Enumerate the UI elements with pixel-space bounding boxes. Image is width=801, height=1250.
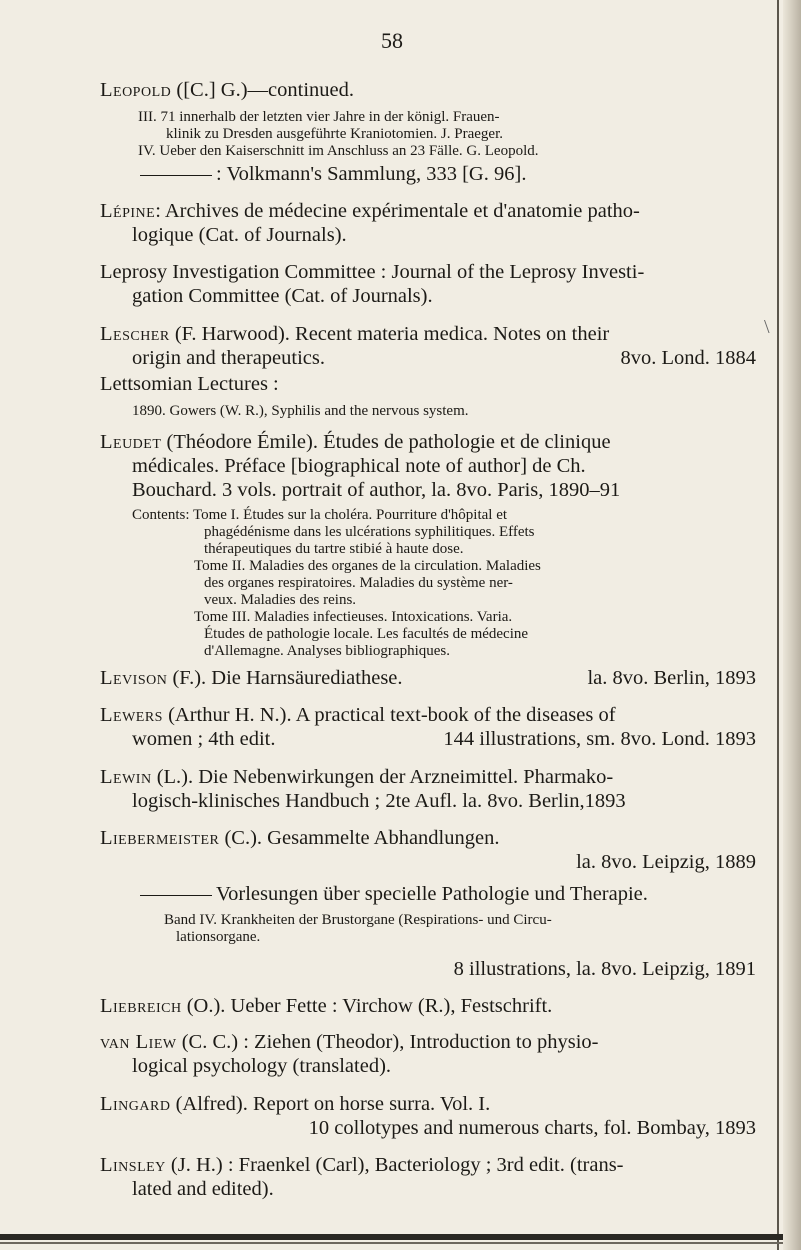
entry-author: Liebermeister (100, 827, 220, 849)
entry-continuation: logical psychology (translated). (132, 1055, 392, 1077)
entry-lewers (100, 703, 616, 727)
entry-continuation: lated and edited). (132, 1178, 274, 1200)
entry-author: Lingard (100, 1093, 171, 1115)
ditto-dash (140, 175, 212, 176)
contents-line: veux. Maladies des reins. (204, 592, 357, 608)
imprint: 8 illustrations, la. 8vo. Leipzig, 1891 (453, 958, 756, 980)
page-number: 58 (381, 28, 403, 53)
entry-continuation: logisch-klinisches Handbuch ; 2te Aufl. la. 8vo. Berlin,1893 (132, 790, 626, 812)
entry-linsley (100, 1153, 624, 1177)
imprint: la. 8vo. Berlin, 1893 (587, 667, 756, 689)
contents-line: Études de pathologie locale. Les facultés de médecine (204, 626, 529, 642)
entry-continuation: origin and therapeutics. (132, 347, 325, 369)
entry-continuation: médicales. Préface [biographical note of author] de Ch. (132, 455, 586, 477)
entry-text: (Théodore Émile). Études de pathologie et de clinique (161, 431, 611, 453)
entry-text: (C.). Gesammelte Abhandlungen. (219, 827, 500, 849)
entry-author: Lewers (100, 704, 163, 726)
entry-author: Lépine (100, 200, 156, 222)
sub-line: 1890. Gowers (W. R.), Syphilis and the nervous system. (132, 403, 469, 419)
entry-author: Liebreich (100, 995, 182, 1017)
entry-continuation: women ; 4th edit. (132, 728, 276, 750)
entry-liebermeister (100, 826, 499, 850)
entry-liebreich (100, 994, 552, 1018)
sub-line: IV. Ueber den Kaiserschnitt im Anschluss an 23 Fälle. G. Leopold. (138, 143, 539, 159)
contents-line: Tome III. Maladies infectieuses. Intoxications. Varia. (194, 609, 513, 625)
entry-lescher (100, 322, 609, 346)
ditto-line (140, 162, 526, 186)
entry-author: Leudet (100, 431, 162, 453)
margin-mark: \ (764, 316, 770, 338)
bottom-rule (0, 1234, 783, 1240)
contents-line: d'Allemagne. Analyses bibliographiques. (204, 643, 450, 659)
entry-continuation: gation Committee (Cat. of Journals). (132, 285, 433, 307)
entry-leprosy: Leprosy Investigation Committee : Journal of the Leprosy Investi- (100, 261, 645, 283)
entry-levison (100, 666, 403, 690)
entry-text: (Alfred). Report on horse surra. Vol. I. (170, 1093, 491, 1115)
entry-author: Levison (100, 667, 168, 689)
entry-text: (J. H.) : Fraenkel (Carl), Bacteriology ; 3rd edit. (trans- (165, 1154, 624, 1176)
entry-text: ([C.] G.)—continued. (171, 79, 354, 101)
entry-text: : Volkmann's Sammlung, 333 [G. 96]. (216, 163, 527, 185)
contents-line: Contents: Tome I. Études sur la choléra. Pourriture d'hôpital et (132, 507, 508, 523)
entry-leudet (100, 430, 611, 454)
entry-text: (Arthur H. N.). A practical text-book of the diseases of (162, 704, 616, 726)
entry-author: Lewin (100, 766, 152, 788)
bottom-rule-thin (0, 1242, 783, 1244)
entry-text: : Archives de médecine expérimentale et d'anatomie patho- (155, 200, 640, 222)
entry-van-liew (100, 1030, 598, 1054)
entry-lewin (100, 765, 613, 789)
imprint: 8vo. Lond. 1884 (620, 347, 756, 369)
entry-lingard (100, 1092, 490, 1116)
page-edge (783, 0, 801, 1250)
entry-author: Leopold (100, 79, 172, 101)
imprint: la. 8vo. Leipzig, 1889 (576, 851, 756, 873)
entry-text: Vorlesungen über specielle Pathologie und Therapie. (216, 883, 648, 905)
entry-text: (F.). Die Harnsäurediathese. (167, 667, 403, 689)
imprint: 10 collotypes and numerous charts, fol. Bombay, 1893 (308, 1117, 756, 1139)
ditto-line (140, 882, 648, 906)
entry-text: (F. Harwood). Recent materia medica. Notes on their (169, 323, 610, 345)
sub-line: Band IV. Krankheiten der Brustorgane (Respirations- und Circu- (164, 912, 552, 928)
entry-author: Lescher (100, 323, 170, 345)
page-edge-line (777, 0, 779, 1250)
entry-lettsomian: Lettsomian Lectures : (100, 373, 279, 395)
ditto-dash (140, 895, 212, 896)
sub-line: klinik zu Dresden ausgeführte Kraniotomien. J. Praeger. (166, 126, 503, 142)
entry-continuation: Bouchard. 3 vols. portrait of author, la. 8vo. Paris, 1890–91 (132, 479, 621, 501)
entry-continuation: logique (Cat. of Journals). (132, 224, 347, 246)
entry-author: Linsley (100, 1154, 166, 1176)
imprint: 144 illustrations, sm. 8vo. Lond. 1893 (443, 728, 756, 750)
entry-lepine (100, 199, 640, 223)
entry-author: van Liew (100, 1031, 177, 1053)
sub-line: lationsorgane. (176, 929, 261, 945)
contents-line: Tome II. Maladies des organes de la circulation. Maladies (194, 558, 541, 574)
entry-text: (L.). Die Nebenwirkungen der Arzneimittel. Pharmako- (151, 766, 614, 788)
contents-line: des organes respiratoires. Maladies du système ner- (204, 575, 513, 591)
contents-line: phagédénisme dans les ulcérations syphilitiques. Effets (204, 524, 535, 540)
contents-line: thérapeutiques du tartre stibié à haute dose. (204, 541, 464, 557)
entry-text: (O.). Ueber Fette : Virchow (R.), Festschrift. (181, 995, 553, 1017)
entry-text: (C. C.) : Ziehen (Theodor), Introduction to physio- (176, 1031, 599, 1053)
sub-line: III. 71 innerhalb der letzten vier Jahre in der königl. Frauen- (138, 109, 500, 125)
entry-leopold (100, 78, 354, 102)
